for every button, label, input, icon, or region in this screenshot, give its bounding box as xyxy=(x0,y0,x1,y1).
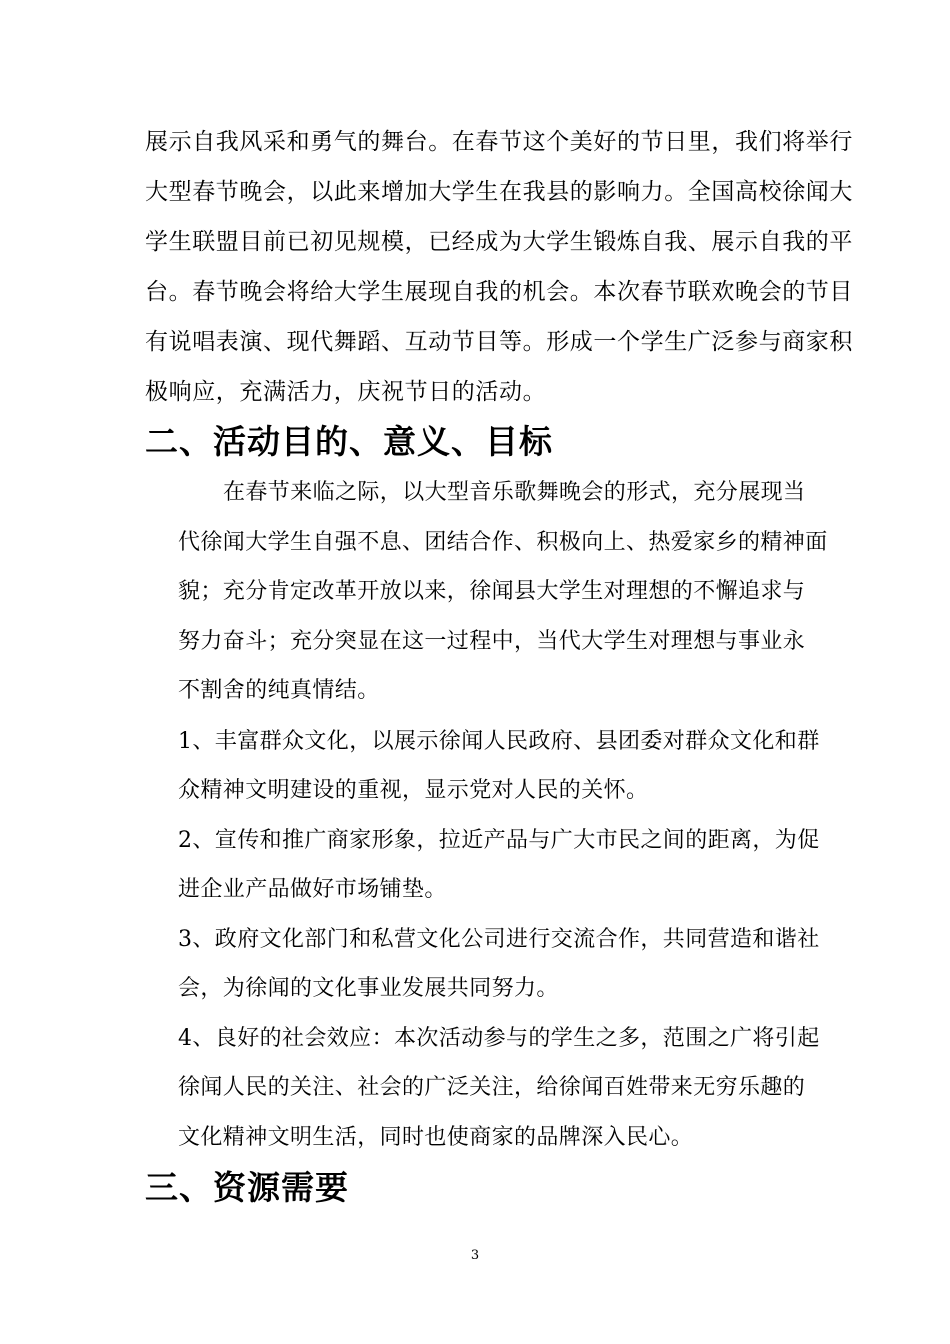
intro-line: 极响应，充满活力，庆祝节日的活动。 xyxy=(145,379,547,405)
body-line: 努力奋斗；充分突显在这一过程中，当代大学生对理想与事业永 xyxy=(178,629,806,654)
body-line: 不割舍的纯真情结。 xyxy=(178,678,380,703)
list-item-line: 徐闻人民的关注、社会的广泛关注，给徐闻百姓带来无穷乐趣的 xyxy=(178,1075,806,1100)
list-item-line: 1、丰富群众文化，以展示徐闻人民政府、县团委对群众文化和群 xyxy=(178,729,820,754)
section-heading-resources: 三、资源需要 xyxy=(145,1168,349,1207)
body-line: 代徐闻大学生自强不息、团结合作、积极向上、热爱家乡的精神面 xyxy=(178,530,828,555)
list-item-line: 2、宣传和推广商家形象，拉近产品与广大市民之间的距离，为促 xyxy=(178,828,820,853)
list-item-line: 众精神文明建设的重视，显示党对人民的关怀。 xyxy=(178,778,649,803)
list-item-line: 4、良好的社会效应：本次活动参与的学生之多，范围之广将引起 xyxy=(178,1026,820,1051)
body-line: 貌；充分肯定改革开放以来，徐闻县大学生对理想的不懈追求与 xyxy=(178,579,806,604)
body-line: 在春节来临之际，以大型音乐歌舞晚会的形式，充分展现当 xyxy=(223,480,806,505)
list-item-line: 会，为徐闻的文化事业发展共同努力。 xyxy=(178,976,559,1001)
intro-line: 有说唱表演、现代舞蹈、互动节目等。形成一个学生广泛参与商家积 xyxy=(145,329,853,355)
list-item-line: 3、政府文化部门和私营文化公司进行交流合作，共同营造和谐社 xyxy=(178,927,820,952)
page-number: 3 xyxy=(470,1248,480,1263)
list-item-line: 文化精神文明生活，同时也使商家的品牌深入民心。 xyxy=(178,1125,694,1150)
intro-line: 展示自我风采和勇气的舞台。在春节这个美好的节日里，我们将举行 xyxy=(145,129,853,155)
intro-line: 学生联盟目前已初见规模，已经成为大学生锻炼自我、展示自我的平 xyxy=(145,229,853,255)
list-item-line: 进企业产品做好市场铺垫。 xyxy=(178,877,447,902)
intro-line: 大型春节晚会，以此来增加大学生在我县的影响力。全国高校徐闻大 xyxy=(145,179,853,205)
section-heading-purpose: 二、活动目的、意义、目标 xyxy=(145,422,553,461)
intro-line: 台。春节晚会将给大学生展现自我的机会。本次春节联欢晚会的节目 xyxy=(145,279,853,305)
